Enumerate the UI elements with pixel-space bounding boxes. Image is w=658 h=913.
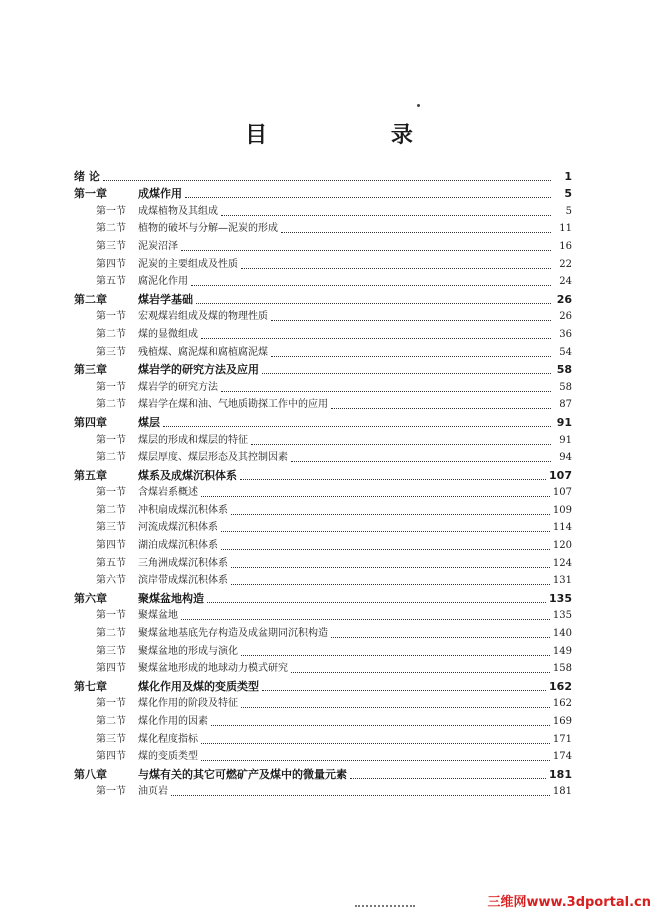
toc-section-entry (74, 448, 572, 466)
dot-leader (221, 531, 550, 532)
scan-artifact (355, 901, 415, 907)
toc-entry-title: 成煤作用 (138, 187, 182, 201)
toc-entry-title: 绪 论 (74, 169, 100, 183)
toc-entry-title: 含煤岩系概述 (138, 487, 198, 499)
toc-page-number: 22 (559, 258, 572, 270)
toc-section-entry (74, 395, 572, 413)
dot-leader (331, 637, 550, 638)
dot-leader (201, 760, 550, 761)
toc-entry-title: 煤岩学在煤和油、气地质勘探工作中的应用 (138, 399, 328, 411)
dot-leader (281, 232, 551, 233)
toc-entry-title: 滨岸带成煤沉积体系 (138, 575, 228, 587)
toc-entry-number: 第三节 (96, 240, 126, 252)
toc-page-number: 114 (552, 522, 572, 534)
scan-speck (417, 104, 420, 107)
dot-leader (163, 426, 551, 427)
toc-entry-title: 煤层的形成和煤层的特征 (138, 434, 248, 446)
toc-entry-number: 第二节 (96, 399, 126, 411)
toc-page-number: 11 (559, 223, 572, 235)
dot-leader (240, 479, 546, 480)
dot-leader (201, 743, 550, 744)
toc-entry-title: 与煤有关的其它可燃矿产及煤中的微量元素 (138, 767, 347, 781)
toc-page-number: 24 (559, 276, 572, 288)
toc-chapter-entry (74, 412, 572, 430)
toc-entry-number: 第四节 (96, 663, 126, 675)
page-title: 目 录 (245, 123, 471, 148)
toc-entry-title: 腐泥化作用 (138, 276, 188, 288)
toc-section-entry (74, 623, 572, 641)
toc-entry-title: 聚煤盆地构造 (138, 591, 204, 605)
toc-entry-number: 第一节 (96, 205, 126, 217)
toc-entry-number: 第二节 (96, 716, 126, 727)
toc-entry-number: 第一节 (96, 610, 126, 622)
toc-entry-number: 第一节 (96, 311, 126, 323)
dot-leader (207, 602, 546, 603)
toc-section-entry (74, 553, 572, 571)
toc-page-number: 120 (552, 540, 572, 552)
toc-page-number: 87 (559, 399, 572, 411)
toc-section-entry (74, 518, 572, 536)
toc-entry-title: 宏观煤岩组成及煤的物理性质 (138, 311, 268, 323)
toc-entry-number: 第五章 (74, 468, 107, 482)
toc-section-entry (74, 219, 572, 237)
toc-section-entry (74, 711, 572, 729)
toc-page-number: 107 (552, 487, 572, 499)
toc-entry-title: 煤岩学的研究方法 (138, 381, 218, 393)
toc-page-number: 135 (549, 591, 572, 605)
toc-entry-number: 第二节 (96, 504, 126, 516)
watermark: 三维网www.3dportal.cn (485, 890, 654, 911)
toc-section-entry (74, 729, 572, 747)
toc-section-entry (74, 571, 572, 589)
toc-section-entry (74, 377, 572, 395)
toc-entry-number: 第二节 (96, 328, 126, 340)
toc-page-number: 149 (552, 645, 572, 657)
toc-entry-title: 煤岩学基础 (138, 292, 193, 306)
toc-entry-number: 第二节 (96, 223, 126, 235)
dot-leader (291, 461, 551, 462)
toc-entry-number: 第五节 (96, 276, 126, 288)
toc-page-number: 140 (552, 628, 572, 640)
toc-page-number: 162 (549, 679, 572, 693)
toc-page-number: 124 (552, 557, 572, 569)
toc-chapter-entry (74, 676, 572, 694)
toc-page-number: 5 (564, 187, 572, 201)
toc-section-entry (74, 201, 572, 219)
dot-leader (241, 707, 550, 708)
dot-leader (201, 496, 550, 497)
toc-entry-title: 残植煤、腐泥煤和腐植腐泥煤 (138, 346, 268, 358)
toc-entry-number: 第一节 (96, 786, 126, 798)
toc-section-entry (74, 342, 572, 360)
dot-leader (185, 197, 551, 198)
dot-leader (241, 655, 550, 656)
dot-leader (241, 268, 551, 269)
dot-leader (231, 584, 550, 585)
table-of-contents (74, 166, 572, 799)
dot-leader (211, 725, 550, 726)
toc-entry-number: 第三节 (96, 645, 126, 657)
toc-page-number: 109 (552, 504, 572, 516)
toc-entry-title: 煤化作用的因素 (138, 716, 208, 727)
toc-section-entry (74, 254, 572, 272)
toc-section-entry (74, 782, 572, 800)
toc-page-number: 174 (552, 751, 572, 763)
toc-entry-title: 三角洲成煤沉积体系 (138, 557, 228, 569)
dot-leader (251, 444, 551, 445)
toc-entry-number: 第三节 (96, 346, 126, 358)
toc-page-number: 26 (559, 311, 572, 323)
dot-leader (221, 391, 551, 392)
toc-page-number: 91 (559, 434, 572, 446)
toc-section-entry (74, 430, 572, 448)
dot-leader (350, 778, 546, 779)
dot-leader (181, 619, 550, 620)
dot-leader (271, 356, 551, 357)
dot-leader (191, 285, 551, 286)
toc-page-number: 5 (565, 205, 572, 217)
toc-page-number: 94 (559, 452, 572, 464)
dot-leader (103, 180, 551, 181)
dot-leader (201, 338, 551, 339)
toc-section-entry (74, 535, 572, 553)
toc-entry-title: 成煤植物及其组成 (138, 205, 218, 217)
toc-entry-number: 第四节 (96, 540, 126, 552)
toc-chapter-entry (74, 360, 572, 378)
dot-leader (221, 215, 551, 216)
toc-page-number: 107 (549, 468, 572, 482)
toc-page-number: 162 (552, 698, 572, 710)
toc-page-number: 58 (559, 381, 572, 393)
toc-page-number: 181 (552, 786, 572, 798)
toc-entry-title: 湖泊成煤沉积体系 (138, 540, 218, 552)
toc-section-entry (74, 307, 572, 325)
toc-page-number: 169 (552, 716, 572, 727)
toc-page-number: 54 (559, 346, 572, 358)
toc-entry-title: 煤的变质类型 (138, 751, 198, 763)
toc-entry-title: 聚煤盆地的形成与演化 (138, 645, 238, 657)
toc-page-number: 26 (556, 292, 572, 306)
toc-entry-title: 煤化作用及煤的变质类型 (138, 679, 259, 693)
toc-page-number: 131 (552, 575, 572, 587)
toc-entry-number: 第三节 (96, 522, 126, 534)
toc-chapter-entry (74, 764, 572, 782)
toc-entry-title: 煤化作用的阶段及特征 (138, 698, 238, 710)
toc-page-number: 135 (552, 610, 572, 622)
toc-entry-number: 第八章 (74, 767, 107, 781)
toc-section-entry (74, 747, 572, 765)
toc-chapter-entry (74, 184, 572, 202)
toc-entry-title: 泥炭的主要组成及性质 (138, 258, 238, 270)
toc-entry-number: 第二节 (96, 628, 126, 640)
toc-section-entry (74, 324, 572, 342)
toc-entry-title: 泥炭沼泽 (138, 240, 178, 252)
toc-section-entry (74, 272, 572, 290)
toc-entry-title: 煤系及成煤沉积体系 (138, 468, 237, 482)
toc-entry-number: 第三节 (96, 733, 126, 745)
dot-leader (291, 672, 550, 673)
toc-entry-number: 第一节 (96, 487, 126, 499)
toc-entry-title: 煤层 (138, 415, 160, 429)
toc-entry-title: 河流成煤沉积体系 (138, 522, 218, 534)
toc-entry-number: 第二节 (96, 452, 126, 464)
toc-entry-title: 聚煤盆地形成的地球动力模式研究 (138, 663, 288, 675)
dot-leader (231, 567, 550, 568)
dot-leader (271, 320, 551, 321)
toc-section-entry (74, 500, 572, 518)
toc-entry-number: 第五节 (96, 557, 126, 569)
toc-entry-number: 第七章 (74, 679, 107, 693)
toc-page-number: 16 (559, 240, 572, 252)
toc-page-number: 1 (564, 169, 572, 183)
dot-leader (262, 690, 546, 691)
dot-leader (181, 250, 551, 251)
toc-chapter-entry (74, 289, 572, 307)
toc-entry-title: 煤岩学的研究方法及应用 (138, 363, 259, 377)
toc-section-entry (74, 694, 572, 712)
toc-entry-title: 煤化程度指标 (138, 733, 198, 745)
toc-entry-title: 聚煤盆地 (138, 610, 178, 622)
toc-entry-number: 第六节 (96, 575, 126, 587)
toc-section-entry (74, 659, 572, 677)
toc-entry-number: 第三章 (74, 363, 107, 377)
toc-page-number: 58 (556, 363, 572, 377)
toc-page-number: 181 (549, 767, 572, 781)
toc-chapter-entry (74, 588, 572, 606)
toc-entry-number: 第四章 (74, 415, 107, 429)
toc-section-entry (74, 606, 572, 624)
toc-entry-number: 第六章 (74, 591, 107, 605)
dot-leader (331, 408, 551, 409)
toc-intro-entry (74, 166, 572, 184)
toc-entry-title: 煤的显微组成 (138, 328, 198, 340)
toc-entry-title: 煤层厚度、煤层形态及其控制因素 (138, 452, 288, 464)
dot-leader (221, 549, 550, 550)
toc-section-entry (74, 236, 572, 254)
dot-leader (231, 514, 550, 515)
toc-entry-number: 第四节 (96, 751, 126, 763)
dot-leader (262, 373, 551, 374)
toc-page-number: 36 (559, 328, 572, 340)
toc-entry-title: 油页岩 (138, 786, 168, 798)
toc-entry-title: 冲积扇成煤沉积体系 (138, 504, 228, 516)
toc-entry-number: 第四节 (96, 258, 126, 270)
dot-leader (171, 795, 550, 796)
toc-page-number: 91 (556, 415, 572, 429)
toc-entry-number: 第一节 (96, 698, 126, 710)
toc-entry-number: 第二章 (74, 292, 107, 306)
toc-entry-number: 第一节 (96, 381, 126, 393)
toc-section-entry (74, 483, 572, 501)
toc-section-entry (74, 641, 572, 659)
toc-entry-title: 植物的破坏与分解—泥炭的形成 (138, 223, 278, 235)
toc-entry-number: 第一节 (96, 434, 126, 446)
toc-entry-title: 聚煤盆地基底先存构造及成盆期同沉积构造 (138, 628, 328, 640)
toc-page-number: 158 (552, 663, 572, 675)
toc-chapter-entry (74, 465, 572, 483)
toc-page-number: 171 (552, 733, 572, 745)
dot-leader (196, 303, 551, 304)
toc-entry-number: 第一章 (74, 187, 107, 201)
